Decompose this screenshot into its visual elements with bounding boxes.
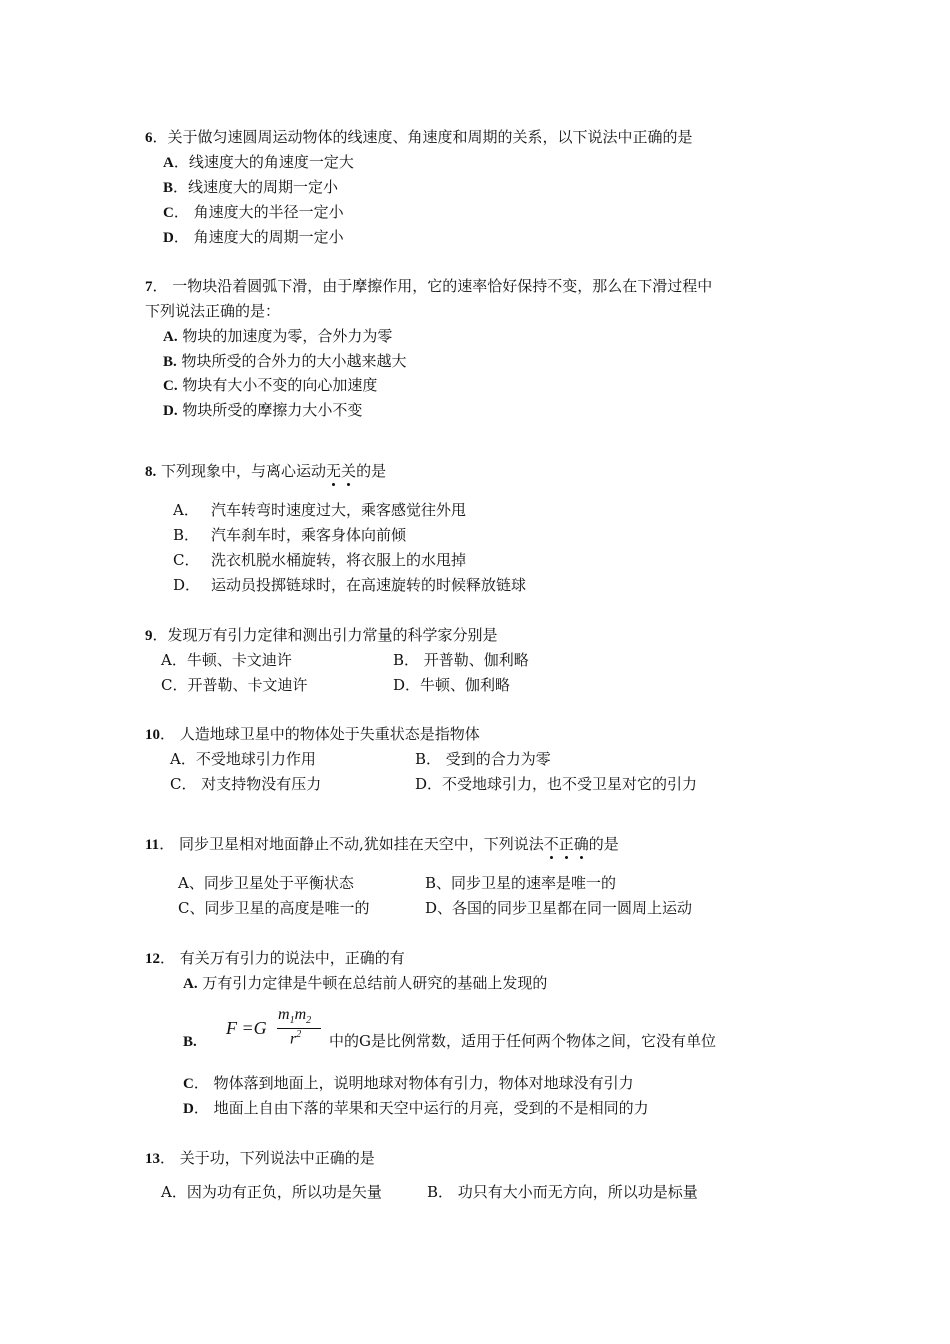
q7-option-b: B. 物块所受的合外力的大小越来越大: [163, 352, 407, 370]
question-number: 7: [145, 279, 153, 295]
q11-option-c: C、同步卫星的高度是唯一的: [178, 899, 370, 917]
q7-option-a: A. 物块的加速度为零，合外力为零: [163, 327, 393, 345]
q11-option-b: B、同步卫星的速率是唯一的: [425, 874, 617, 892]
q8-option-b: B．: [173, 526, 200, 544]
emphasis-word: 无关: [326, 462, 357, 480]
gravitation-formula: F =G $m_1m_2$ $r^2$: [226, 1006, 326, 1050]
q6-option-c: C． 角速度大的半径一定小: [163, 203, 344, 221]
question-7-stem: 7． 一物块沿着圆弧下滑，由于摩擦作用，它的速率恰好保持不变，那么在下滑过程中: [145, 277, 713, 295]
q6-option-d: D． 角速度大的周期一定小: [163, 228, 344, 246]
q12-option-d: D． 地面上自由下落的苹果和天空中运行的月亮，受到的不是相同的力: [183, 1099, 649, 1117]
q10-option-a: A．不受地球引力作用: [170, 750, 316, 768]
question-11-stem: 11． 同步卫星相对地面静止不动,犹如挂在天空中，下列说法不正确的是: [145, 835, 619, 853]
q8-option-c: C．: [173, 551, 200, 569]
q7-option-d: D. 物块所受的摩擦力大小不变: [163, 401, 363, 419]
q10-option-d: D．不受地球引力，也不受卫星对它的引力: [415, 775, 698, 793]
question-8-stem: 8. 下列现象中，与离心运动无关的是: [145, 462, 387, 480]
question-9-stem: 9．发现万有引力定律和测出引力常量的科学家分别是: [145, 626, 498, 644]
q13-option-b: B． 功只有大小而无方向，所以功是标量: [427, 1183, 698, 1201]
q12-option-b-text: 中的G是比例常数，适用于任何两个物体之间，它没有单位: [329, 1032, 716, 1050]
q12-option-c: C． 物体落到地面上，说明地球对物体有引力，物体对地球没有引力: [183, 1074, 634, 1092]
question-7-stem-line2: 下列说法正确的是：: [145, 302, 281, 320]
q12-option-a: A. 万有引力定律是牛顿在总结前人研究的基础上发现的: [183, 974, 548, 992]
question-number: 10: [145, 727, 160, 743]
question-number: 12: [145, 951, 160, 967]
q8-option-a-text: 汽车转弯时速度过大，乘客感觉往外甩: [211, 501, 467, 519]
q11-option-a: A、同步卫星处于平衡状态: [178, 874, 354, 892]
q8-option-b-text: 汽车刹车时，乘客身体向前倾: [211, 526, 407, 544]
question-12-stem: 12． 有关万有引力的说法中，正确的有: [145, 949, 405, 967]
q10-option-b: B． 受到的合力为零: [415, 750, 551, 768]
q9-option-a: A．牛顿、卡文迪许: [161, 651, 292, 669]
q8-option-d: D．: [173, 576, 201, 594]
question-13-stem: 13． 关于功，下列说法中正确的是: [145, 1149, 375, 1167]
question-number: 6: [145, 130, 153, 146]
question-6-stem: 6．关于做匀速圆周运动物体的线速度、角速度和周期的关系，以下说法中正确的是: [145, 128, 693, 146]
emphasis-word: 不正确: [543, 835, 589, 853]
q13-option-a: A．因为功有正负，所以功是矢量: [161, 1183, 382, 1201]
question-10-stem: 10． 人造地球卫星中的物体处于失重状态是指物体: [145, 725, 480, 743]
q9-option-b: B． 开普勒、伽利略: [393, 651, 529, 669]
q6-option-a: A．线速度大的角速度一定大: [163, 153, 354, 171]
question-number: 13: [145, 1151, 160, 1167]
q7-option-c: C. 物块有大小不变的向心加速度: [163, 376, 378, 394]
q8-option-a: A．: [173, 501, 199, 519]
question-number: 8.: [145, 464, 157, 480]
q11-option-d: D、各国的同步卫星都在同一圆周上运动: [425, 899, 693, 917]
q12-option-b-letter: B.: [183, 1034, 197, 1050]
q8-option-c-text: 洗衣机脱水桶旋转，将衣服上的水甩掉: [211, 551, 467, 569]
q8-option-d-text: 运动员投掷链球时，在高速旋转的时候释放链球: [211, 576, 527, 594]
question-number: 9: [145, 628, 153, 644]
q6-option-b: B．线速度大的周期一定小: [163, 178, 339, 196]
q9-option-c: C．开普勒、卡文迪许: [161, 676, 308, 694]
question-number: 11: [145, 837, 160, 853]
q9-option-d: D．牛顿、伽利略: [393, 676, 511, 694]
q10-option-c: C． 对支持物没有压力: [170, 775, 322, 793]
